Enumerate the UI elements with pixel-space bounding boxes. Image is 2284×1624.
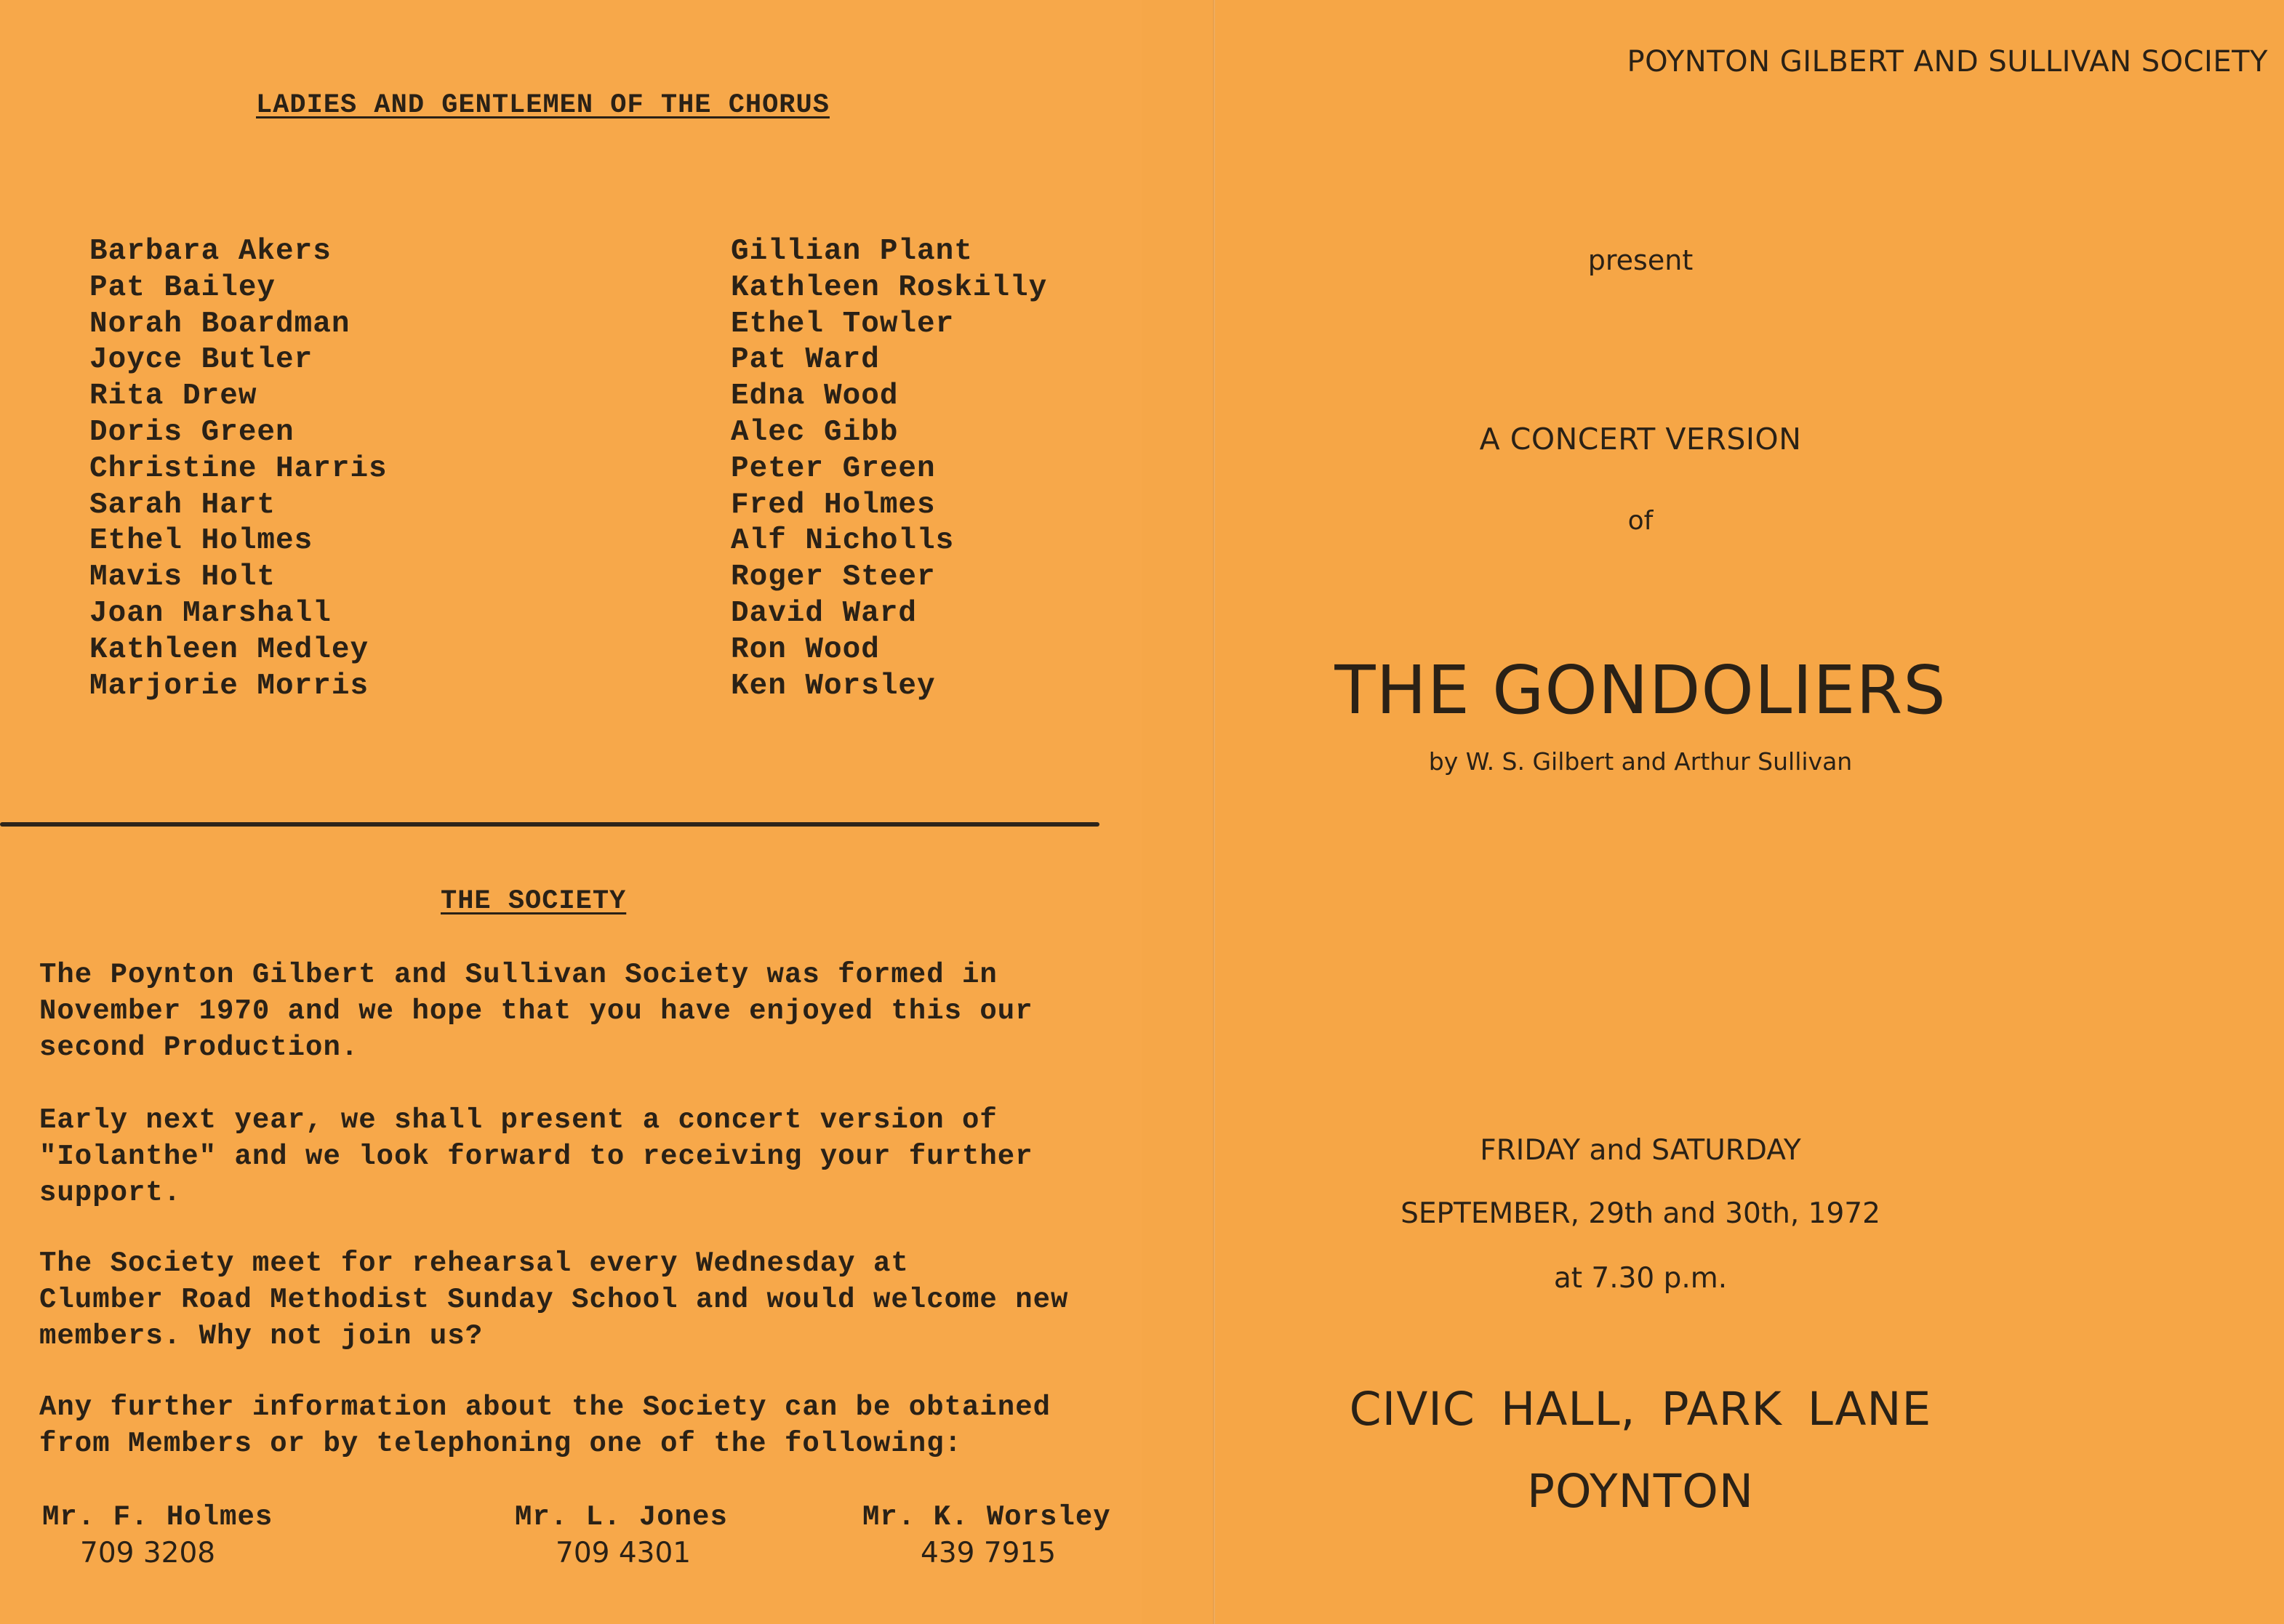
society-heading: THE SOCIETY [441,886,627,917]
chorus-member: Rita Drew [89,379,257,414]
chorus-heading: LADIES AND GENTLEMEN OF THE CHORUS [256,90,830,121]
concert-version-text: A CONCERT VERSION [1479,422,1802,457]
chorus-member: Ethel Holmes [89,524,313,558]
chorus-member: Joan Marshall [89,596,332,630]
chorus-member: Doris Green [89,415,294,449]
of-text: of [1627,506,1654,536]
chorus-member: Christine Harris [89,451,388,486]
contact-phone: 439 7915 [921,1537,1057,1569]
venue-town: POYNTON [1527,1465,1754,1518]
chorus-member: Joyce Butler [89,343,313,377]
chorus-member: Pat Bailey [89,270,276,305]
venue: CIVIC HALL, PARK LANE [1349,1383,1932,1436]
society-paragraph-information: Any further information about the Society can be obtained from Members or by telephoning one of the following: [39,1391,1051,1460]
chorus-member: Roger Steer [731,560,936,595]
society-name: POYNTON GILBERT AND SULLIVAN SOCIETY [1627,45,2268,79]
performance-days: FRIDAY and SATURDAY [1480,1134,1801,1167]
contact-phone: 709 3208 [80,1537,216,1569]
chorus-list-left [89,234,388,704]
contact-phone: 709 4301 [556,1537,692,1569]
contact-name: Mr. F. Holmes [42,1501,273,1533]
chorus-member: David Ward [731,596,918,630]
chorus-member: Pat Ward [731,343,880,377]
present-text: present [1587,244,1694,276]
chorus-member: Marjorie Morris [89,669,369,703]
right-page-cover [1215,0,2284,1624]
chorus-member: Alec Gibb [731,415,899,449]
chorus-member: Ethel Towler [731,307,955,341]
chorus-member: Gillian Plant [731,235,973,268]
show-title: THE GONDOLIERS [1334,651,1947,729]
contact-name: Mr. L. Jones [515,1501,728,1533]
section-divider [0,822,1099,827]
chorus-member: Kathleen Medley [89,632,369,667]
contact-worsley [862,1499,1111,1572]
performance-dates: SEPTEMBER, 29th and 30th, 1972 [1401,1197,1880,1230]
contact-jones [515,1499,728,1572]
contact-holmes [42,1499,273,1572]
performance-time: at 7.30 p.m. [1553,1262,1728,1295]
chorus-member: Ken Worsley [731,669,936,703]
authors-credit: by W. S. Gilbert and Arthur Sullivan [1428,747,1853,776]
chorus-member: Fred Holmes [731,488,936,522]
chorus-list-right [731,234,1047,704]
society-paragraph-formed: The Poynton Gilbert and Sullivan Society was formed in November 1970 and we hope that you have enjoyed this our second Production. [39,959,1033,1064]
chorus-member: Ron Wood [731,632,880,667]
chorus-member: Alf Nicholls [731,524,955,558]
chorus-member: Sarah Hart [89,488,276,522]
chorus-member: Kathleen Roskilly [731,270,1048,305]
chorus-member: Barbara Akers [89,235,332,268]
chorus-member: Mavis Holt [89,560,276,595]
society-paragraph-next-year: Early next year, we shall present a concert version of "Iolanthe" and we look forward to receiving your further support. [39,1104,1033,1209]
chorus-member: Edna Wood [731,379,899,414]
society-paragraph-rehearsal: The Society meet for rehearsal every Wednesday at Clumber Road Methodist Sunday School and would welcome new members. Why not join us? [39,1247,1069,1352]
chorus-member: Norah Boardman [89,307,350,341]
chorus-member: Peter Green [731,451,936,486]
contact-name: Mr. K. Worsley [862,1501,1111,1533]
